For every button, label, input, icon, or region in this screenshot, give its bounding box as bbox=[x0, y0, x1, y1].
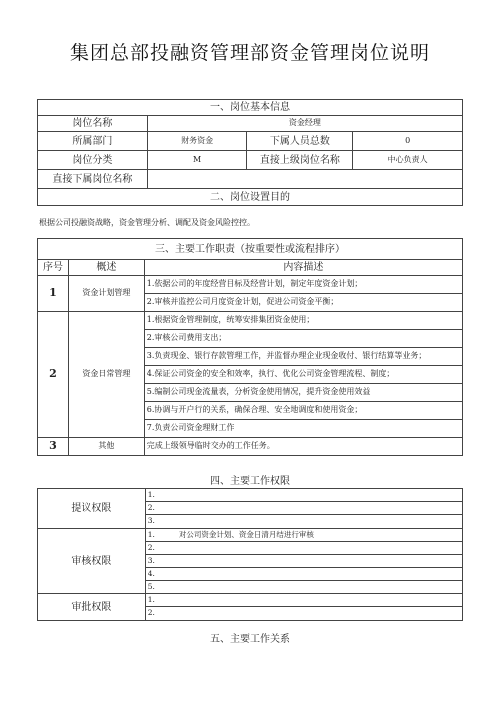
duty-item: 2.审核并监控公司月度资金计划，促进公司资金平衡； bbox=[144, 294, 462, 312]
subordinate-count-label: 下属人员总数 bbox=[247, 132, 353, 151]
duties-table bbox=[37, 238, 463, 456]
duty-summary: 其他 bbox=[68, 438, 144, 456]
duty-item: 4.保证公司资金的安全和效率，执行、优化公司资金管理流程、制度； bbox=[144, 366, 462, 384]
col-no-header: 序号 bbox=[38, 260, 69, 276]
review-authority-label: 审核权限 bbox=[38, 529, 146, 594]
duty-summary: 资金计划管理 bbox=[68, 276, 144, 312]
authority-item: 2. bbox=[145, 607, 462, 621]
duty-item: 完成上级领导临时交办的工作任务。 bbox=[144, 438, 462, 456]
authority-item: 1. bbox=[145, 594, 462, 607]
position-name-value: 资金经理 bbox=[147, 116, 462, 132]
section4-heading: 四、主要工作权限 bbox=[210, 476, 290, 487]
approve-authority-label: 审批权限 bbox=[38, 594, 146, 621]
authority-item: 4. bbox=[145, 568, 462, 581]
authority-table bbox=[37, 488, 463, 621]
position-name-label: 岗位名称 bbox=[38, 116, 148, 132]
section3-heading: 三、主要工作职责（按重要性或流程排序） bbox=[38, 239, 463, 260]
section2-heading: 二、岗位设置目的 bbox=[38, 189, 463, 206]
superior-label: 直接上级岗位名称 bbox=[247, 151, 353, 170]
authority-item: 3. bbox=[145, 555, 462, 568]
duty-no: 3 bbox=[38, 438, 69, 456]
duty-item: 5.编制公司现金流量表，分析资金使用情况，提升资金使用效益 bbox=[144, 384, 462, 402]
direct-sub-label: 直接下属岗位名称 bbox=[38, 170, 148, 189]
duty-item: 1.根据资金管理制度，统筹安排集团资金使用； bbox=[144, 312, 462, 330]
propose-authority-label: 提议权限 bbox=[38, 489, 146, 529]
authority-item: 2. bbox=[145, 502, 462, 515]
duty-summary: 资金日常管理 bbox=[68, 312, 144, 438]
direct-sub-value bbox=[147, 170, 462, 189]
department-label: 所属部门 bbox=[38, 132, 148, 151]
superior-value: 中心负责人 bbox=[353, 151, 463, 170]
duty-item: 3.负责现金、银行存款管理工作，并监督办理企业现金收付、银行结算等业务； bbox=[144, 348, 462, 366]
category-label: 岗位分类 bbox=[38, 151, 148, 170]
authority-item: 1. 对公司资金计划、资金日清月结进行审核 bbox=[145, 529, 462, 542]
purpose-text: 根据公司投融资战略，资金管理分析、调配及资金风险控控。 bbox=[39, 218, 255, 227]
authority-item: 1. bbox=[145, 489, 462, 502]
duty-no: 1 bbox=[38, 276, 69, 312]
department-value: 财务资金 bbox=[147, 132, 247, 151]
section1-heading: 一、岗位基本信息 bbox=[38, 100, 463, 116]
col-summary-header: 概述 bbox=[68, 260, 144, 276]
authority-item: 3. bbox=[145, 515, 462, 529]
page-title: 集团总部投融资管理部资金管理岗位说明 bbox=[69, 42, 430, 64]
duty-item: 2.审核公司费用支出； bbox=[144, 330, 462, 348]
authority-item: 5. bbox=[145, 581, 462, 594]
duty-item: 6.协调与开户行的关系，确保合理、安全地调度和使用资金； bbox=[144, 402, 462, 420]
duty-item: 1.依据公司的年度经营目标及经营计划，制定年度资金计划； bbox=[144, 276, 462, 294]
subordinate-count-value: 0 bbox=[353, 132, 463, 151]
col-content-header: 内容描述 bbox=[144, 260, 462, 276]
authority-item: 2. bbox=[145, 542, 462, 555]
category-value: M bbox=[147, 151, 247, 170]
duty-no: 2 bbox=[38, 312, 69, 438]
review-authority-note: 对公司资金计划、资金日清月结进行审核 bbox=[178, 529, 314, 539]
duty-item: 7.负责公司资金理财工作 bbox=[144, 420, 462, 438]
basic-info-table bbox=[37, 99, 463, 206]
section5-heading: 五、主要工作关系 bbox=[210, 634, 290, 645]
